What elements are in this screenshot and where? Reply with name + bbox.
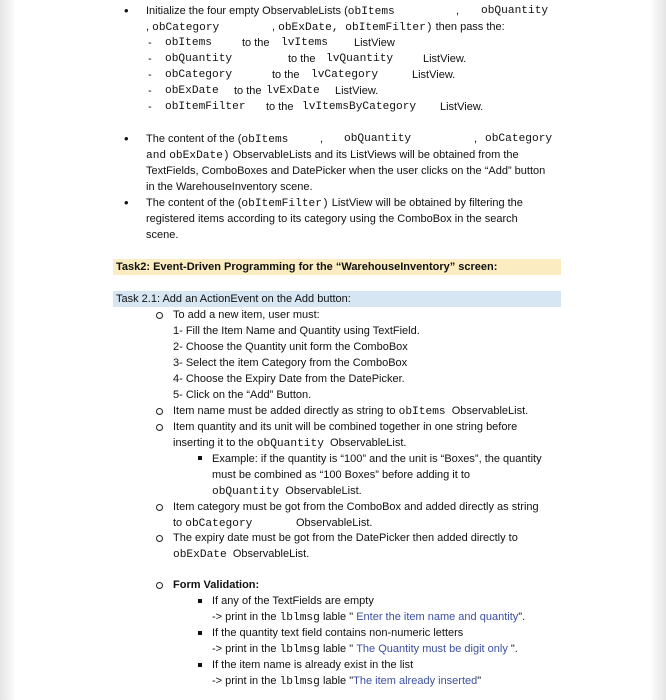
content-line-1: The content of the (obItems [146, 133, 289, 146]
validation-message: -> print in the lblmsg lable "The item already inserted" [212, 675, 482, 688]
pass-item-post: ListView. [412, 69, 456, 81]
example-line-2: must be combined as “100 Boxes” before adding it to [212, 469, 471, 481]
content-code-obcategory: obCategory [485, 133, 553, 145]
rule-cat-post: ObservableList. [296, 517, 373, 529]
rule-name: Item name must be added directly as string to obItems ObservableList. [173, 405, 529, 418]
step-item: 2- Choose the Quantity unit form the ComboBox [173, 341, 408, 353]
task21-heading: Task 2.1: Add an ActionEvent on the Add button: [116, 293, 351, 305]
circle-bullet [156, 312, 163, 319]
page-shadow-right [652, 0, 666, 700]
content-code-obquantity: obQuantity [344, 133, 412, 145]
dash: - [148, 37, 152, 49]
bullet-dot: • [124, 195, 129, 210]
square-bullet [198, 631, 202, 635]
example-line-3: obQuantity ObservableList. [212, 485, 362, 498]
intro-comma: , [456, 5, 460, 17]
pass-item-target: lvQuantity [326, 53, 394, 65]
pass-item-mid: to the [266, 101, 294, 113]
intro-line-1: Initialize the four empty ObservableLists (obItems [146, 5, 395, 18]
pass-item-mid: to the [242, 37, 270, 49]
pass-item-post: ListView [354, 37, 395, 49]
filter-line-1: The content of the (obItemFilter) ListView will be obtained by filtering the [146, 197, 523, 210]
step-item: 3- Select the item Category from the ComboBox [173, 357, 408, 369]
content-comma: , [320, 133, 324, 145]
pass-item-mid: to the [288, 53, 316, 65]
step-item: 4- Choose the Expiry Date from the DatePicker. [173, 373, 405, 385]
rule-cat-line-2: to obCategory [173, 517, 253, 530]
pass-item-code: obItems [165, 37, 212, 49]
square-bullet [198, 663, 202, 667]
rule-qty-line-2: inserting it to the obQuantity ObservableList. [173, 437, 407, 450]
filter-line-3: scene. [146, 229, 179, 241]
pass-item-code: obCategory [165, 69, 233, 81]
dash: - [148, 101, 152, 113]
circle-bullet [156, 504, 163, 511]
pass-item-target: lvItems [281, 37, 328, 49]
validation-title: Form Validation: [173, 579, 260, 591]
filter-line-2: registered items according to its category using the ComboBox in the search [146, 213, 518, 225]
intro-code-obquantity: obQuantity [481, 5, 549, 17]
step-item: 5- Click on the “Add” Button. [173, 389, 312, 401]
validation-condition: If the item name is already exist in the list [212, 659, 414, 671]
circle-bullet [156, 408, 163, 415]
validation-condition: If any of the TextFields are empty [212, 595, 374, 607]
pass-item-mid: to the [272, 69, 300, 81]
validation-message: -> print in the lblmsg lable " The Quantity must be digit only ". [212, 643, 518, 656]
rule-qty-line-1: Item quantity and its unit will be combined together in one string before [173, 421, 518, 433]
pass-item-target: lvCategory [311, 69, 379, 81]
content-line-4: in the WarehouseInventory scene. [146, 181, 313, 193]
pass-item-code: obQuantity [165, 53, 233, 65]
page-shadow-left [0, 0, 14, 700]
dash: - [148, 69, 152, 81]
content-comma: , [474, 133, 478, 145]
circle-bullet [156, 424, 163, 431]
pass-item-post: ListView. [423, 53, 467, 65]
step-item: 1- Fill the Item Name and Quantity using TextField. [173, 325, 420, 337]
circle-bullet [156, 582, 163, 589]
content-line-3: TextFields, ComboBoxes and DatePicker when the user clicks on the “Add” button [146, 165, 546, 177]
rule-date-line-1: The expiry date must be got from the DatePicker then added directly to [173, 532, 518, 544]
pass-item-target: lvExDate [266, 85, 320, 97]
rule-date-line-2: obExDate ObservableList. [173, 548, 310, 561]
validation-condition: If the quantity text field contains non-numeric letters [212, 627, 464, 639]
intro-line-2: , obCategory [146, 21, 220, 34]
pass-item-code: obItemFilter [165, 101, 246, 113]
task2-heading: Task2: Event-Driven Programming for the “WarehouseInventory” screen: [116, 261, 498, 273]
dash: - [148, 53, 152, 65]
steps-intro: To add a new item, user must: [173, 309, 320, 321]
example-line-1: Example: if the quantity is “100” and the unit is “Boxes”, the quantity [212, 453, 542, 465]
dash: - [148, 85, 152, 97]
square-bullet [198, 456, 202, 460]
bullet-dot: • [124, 131, 129, 146]
bullet-dot: • [124, 3, 129, 18]
content-line-2: and obExDate) ObservableLists and its ListViews will be obtained from the [146, 149, 519, 162]
pass-item-code: obExDate [165, 85, 219, 97]
pass-item-post: ListView. [335, 85, 379, 97]
circle-bullet [156, 535, 163, 542]
rule-cat-line-1: Item category must be got from the ComboBox and added directly as string [173, 501, 539, 513]
square-bullet [198, 599, 202, 603]
pass-item-mid: to the [234, 85, 262, 97]
pass-item-post: ListView. [440, 101, 484, 113]
validation-message: -> print in the lblmsg lable " Enter the item name and quantity". [212, 611, 526, 624]
pass-item-target: lvItemsByCategory [302, 101, 417, 113]
intro-line-2b: , obExDate, obItemFilter) then pass the: [272, 21, 505, 34]
